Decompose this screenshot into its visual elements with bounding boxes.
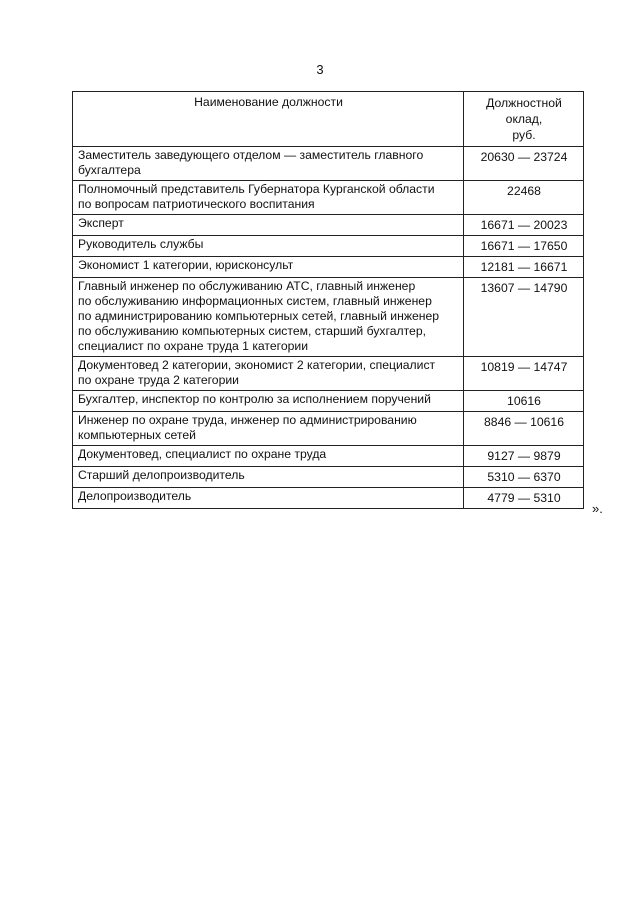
position-name-cell [73, 357, 464, 391]
position-name-cell [73, 257, 464, 278]
position-name-line: Инженер по охране труда, инженер по администрированию [78, 413, 417, 427]
salary-range-cell: 10616 [464, 391, 584, 412]
position-name-line: бухгалтера [78, 163, 141, 177]
position-name-line: Полномочный представитель Губернатора Курганской области [78, 182, 435, 196]
table-row [73, 147, 584, 181]
position-name-line: Экономист 1 категории, юрисконсульт [78, 258, 294, 272]
position-name-cell [73, 215, 464, 236]
table-header-row [73, 92, 584, 147]
table-row [73, 257, 584, 278]
salary-range-cell: 5310 — 6370 [464, 467, 584, 488]
table-row [73, 278, 584, 357]
salary-range-cell: 22468 [464, 181, 584, 215]
position-name-line: Заместитель заведующего отделом — заместитель главного [78, 148, 424, 162]
table-body [73, 147, 584, 509]
position-name-line: специалист по охране труда 1 категории [78, 339, 309, 353]
salary-range-cell: 9127 — 9879 [464, 446, 584, 467]
header-salary-line-1: Должностной оклад, [486, 96, 562, 126]
position-name-line: Документовед 2 категории, экономист 2 категории, специалист [78, 358, 436, 372]
salary-range-cell: 8846 — 10616 [464, 412, 584, 446]
table-row [73, 215, 584, 236]
position-name-cell [73, 446, 464, 467]
position-name-line: по обслуживанию информационных систем, главный инженер [78, 294, 432, 308]
position-name-line: компьютерных сетей [78, 428, 196, 442]
position-name-line: по обслуживанию компьютерных систем, старший бухгалтер, [78, 324, 426, 338]
position-name-line: Делопроизводитель [78, 489, 192, 503]
position-name-cell [73, 467, 464, 488]
salary-range-cell: 12181 — 16671 [464, 257, 584, 278]
header-position-name: Наименование должности [73, 92, 464, 147]
salary-range-cell: 10819 — 14747 [464, 357, 584, 391]
position-name-line: по администрированию компьютерных сетей, главный инженер [78, 309, 440, 323]
table-row [73, 488, 584, 509]
position-name-cell [73, 236, 464, 257]
position-name-line: по вопросам патриотического воспитания [78, 197, 315, 211]
position-name-cell [73, 147, 464, 181]
position-name-line: Эксперт [78, 216, 124, 230]
salary-range-cell: 16671 — 17650 [464, 236, 584, 257]
table-row [73, 412, 584, 446]
table-row [73, 236, 584, 257]
closing-quote-mark: ». [592, 501, 603, 516]
position-name-line: Руководитель службы [78, 237, 204, 251]
position-name-cell [73, 391, 464, 412]
header-salary [464, 92, 584, 147]
salary-range-cell: 4779 — 5310 [464, 488, 584, 509]
position-name-line: Старший делопроизводитель [78, 468, 245, 482]
table-row [73, 391, 584, 412]
position-name-cell [73, 412, 464, 446]
position-name-line: по охране труда 2 категории [78, 373, 239, 387]
table-row [73, 446, 584, 467]
position-name-cell [73, 181, 464, 215]
position-name-line: Документовед, специалист по охране труда [78, 447, 327, 461]
salary-range-cell: 16671 — 20023 [464, 215, 584, 236]
position-name-cell [73, 488, 464, 509]
table-row [73, 357, 584, 391]
salary-range-cell: 20630 — 23724 [464, 147, 584, 181]
salary-range-cell: 13607 — 14790 [464, 278, 584, 357]
salary-table [72, 91, 584, 509]
position-name-line: Главный инженер по обслуживанию АТС, главный инженер [78, 279, 416, 293]
table-row [73, 181, 584, 215]
position-name-line: Бухгалтер, инспектор по контролю за исполнением поручений [78, 392, 431, 406]
header-salary-line-2: руб. [512, 128, 536, 142]
table-row [73, 467, 584, 488]
position-name-cell [73, 278, 464, 357]
page-number: 3 [316, 62, 324, 77]
